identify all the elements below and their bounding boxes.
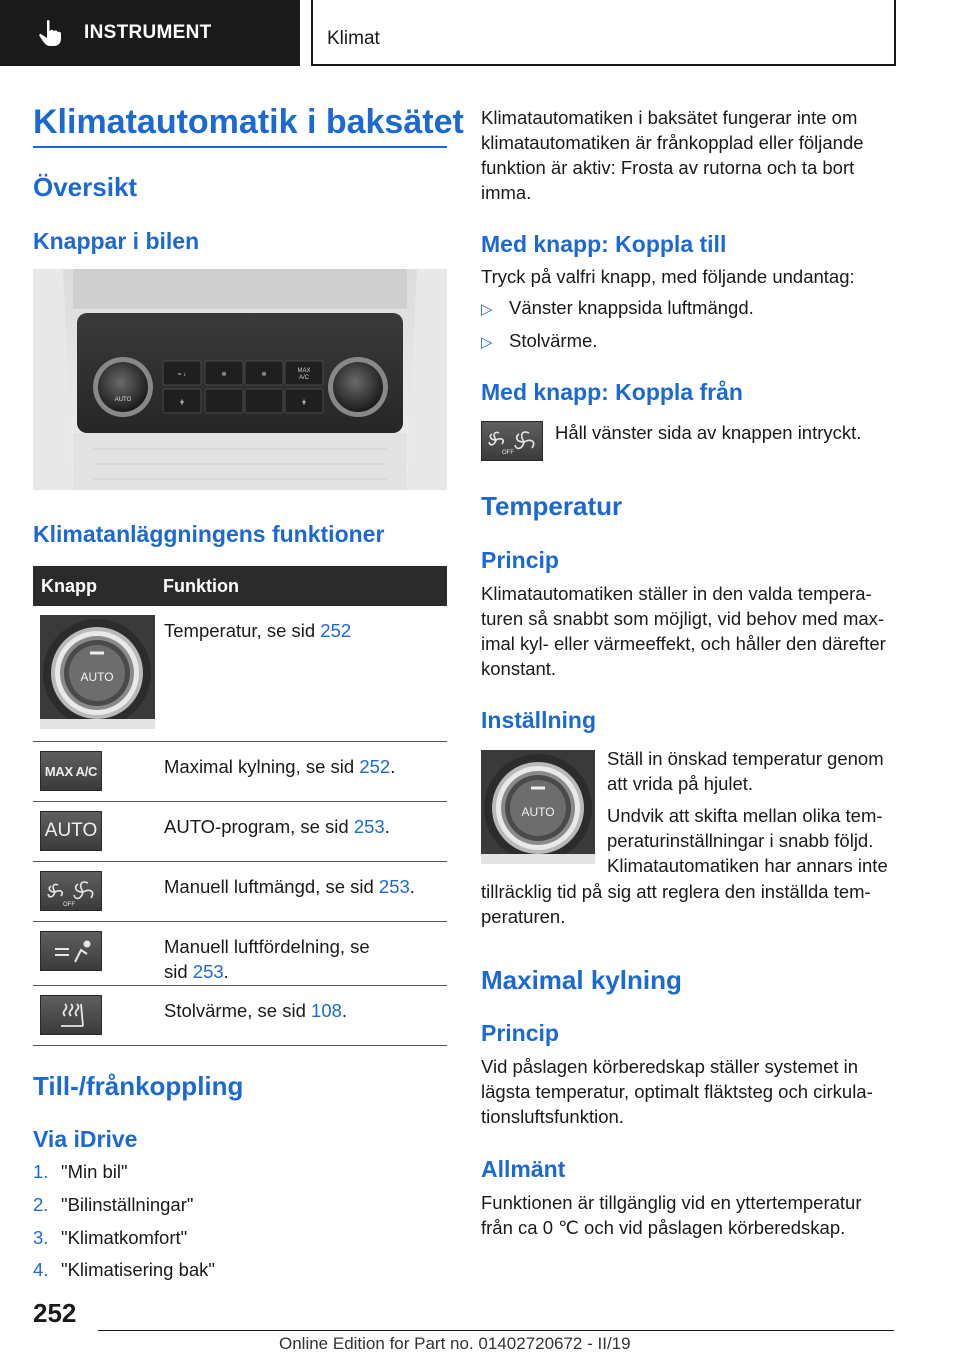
svg-text:AUTO: AUTO bbox=[114, 397, 132, 403]
row-desc: Manuell luftfördelning, se sid 253. bbox=[164, 936, 370, 982]
fan-button-icon bbox=[40, 871, 102, 911]
row-desc: Manuell luftmängd, se sid 253. bbox=[164, 876, 415, 897]
hand-pointer-icon bbox=[38, 19, 62, 47]
principle-paragraph: Klimatautomatiken ställer in den valda tempera- turen så snabbt som möjligt, vid behov med max- imal kyl- eller värmeeffekt, och håller den därefter konstant. bbox=[481, 583, 886, 679]
idrive-heading: Via iDrive bbox=[33, 1126, 138, 1152]
intro-paragraph: Klimatautomatiken i baksätet fungerar inte om klimatautomatiken är frånkopplad eller följande funktion är aktiv: Frosta av rutorna och ta bort imma. bbox=[481, 107, 864, 203]
table-row bbox=[33, 606, 447, 742]
svg-text:OFF: OFF bbox=[63, 902, 75, 908]
seat-heating-button-icon bbox=[40, 995, 102, 1035]
page-title: Klimatautomatik i baksätet bbox=[33, 103, 464, 141]
temperature-knob-icon bbox=[481, 750, 595, 864]
setting-paragraph-b: Undvik att skifta mellan olika tem- peraturinställningar i snabb följd. Klimatautomatiken har annars inte bbox=[607, 805, 888, 876]
setting-paragraph-a: Ställ in önskad temperatur genom att vrida på hjulet. bbox=[607, 748, 884, 794]
row-desc: Stolvärme, se sid 108. bbox=[164, 1000, 348, 1021]
svg-text:A/C: A/C bbox=[298, 375, 310, 381]
svg-text:AUTO: AUTO bbox=[80, 670, 114, 684]
switch-off-heading: Med knapp: Koppla från bbox=[481, 379, 743, 405]
switch-on-heading: Med knapp: Koppla till bbox=[481, 231, 727, 257]
triangle-bullet-icon: ▷ bbox=[481, 334, 493, 351]
page-link[interactable]: 253 bbox=[353, 816, 385, 837]
col-function-header: Funktion bbox=[163, 575, 239, 596]
svg-text:✻: ✻ bbox=[261, 372, 267, 378]
table-row bbox=[33, 742, 447, 802]
triangle-bullet-icon: ▷ bbox=[481, 301, 493, 318]
table-row bbox=[33, 986, 447, 1046]
svg-text:⋕: ⋕ bbox=[301, 400, 307, 406]
general-heading: Allmänt bbox=[481, 1156, 566, 1182]
setting-paragraph-c: tillräcklig tid på sig att reglera den inställda tem- peraturen. bbox=[481, 881, 871, 927]
page-link[interactable]: 252 bbox=[320, 620, 352, 641]
svg-text:= ♪: = ♪ bbox=[177, 372, 187, 378]
buttons-heading: Knappar i bilen bbox=[33, 228, 200, 254]
air-distribution-button-icon bbox=[40, 931, 102, 971]
page-number: 252 bbox=[33, 1298, 77, 1328]
chapter-tab[interactable] bbox=[0, 0, 300, 66]
overview-heading: Översikt bbox=[33, 172, 138, 202]
svg-text:AUTO: AUTO bbox=[521, 805, 555, 819]
general-paragraph: Funktionen är tillgänglig vid en yttertemperatur från ca 0 ℃ och vid påslagen körberedskap. bbox=[481, 1192, 862, 1238]
step-item: 4. "Klimatisering bak" bbox=[33, 1259, 215, 1280]
control-panel-photo bbox=[33, 269, 447, 490]
switch-off-text: Håll vänster sida av knappen intryckt. bbox=[555, 422, 862, 443]
row-desc: Temperatur, se sid 252 bbox=[164, 620, 352, 641]
chapter-tab-label: INSTRUMENT bbox=[84, 22, 212, 43]
svg-text:✻: ✻ bbox=[221, 372, 227, 378]
functions-table bbox=[33, 566, 447, 1046]
temperature-heading: Temperatur bbox=[481, 491, 623, 521]
max-ac-button-icon: MAX A/C bbox=[40, 751, 102, 791]
footer-divider bbox=[98, 1330, 894, 1331]
onoff-heading: Till-/frånkoppling bbox=[33, 1071, 244, 1101]
step-item: 3. "Klimatkomfort" bbox=[33, 1227, 188, 1248]
max-cooling-heading: Maximal kylning bbox=[481, 965, 682, 995]
auto-button-icon: AUTO bbox=[40, 811, 102, 851]
row-desc: Maximal kylning, se sid 252. bbox=[164, 756, 396, 777]
setting-heading: Inställning bbox=[481, 707, 596, 733]
svg-text:⋕: ⋕ bbox=[179, 400, 185, 406]
table-row bbox=[33, 862, 447, 922]
page-link[interactable]: 108 bbox=[311, 1000, 342, 1021]
title-underline bbox=[33, 146, 447, 148]
exception-item: ▷ Vänster knappsida luftmängd. bbox=[481, 297, 754, 318]
page-link[interactable]: 253 bbox=[192, 961, 224, 982]
temperature-knob-icon bbox=[40, 615, 155, 729]
edition-text: Online Edition for Part no. 01402720672 - II/19 bbox=[279, 1334, 631, 1353]
col-button-header: Knapp bbox=[41, 575, 97, 596]
step-item: 1. "Min bil" bbox=[33, 1161, 128, 1182]
page-link[interactable]: 252 bbox=[359, 756, 391, 777]
step-item: 2. "Bilinställningar" bbox=[33, 1194, 194, 1215]
switch-on-text: Tryck på valfri knapp, med följande undantag: bbox=[481, 266, 855, 287]
svg-text:OFF: OFF bbox=[502, 450, 514, 456]
functions-heading: Klimatanläggningens funktioner bbox=[33, 521, 385, 547]
table-row bbox=[33, 922, 447, 986]
table-row bbox=[33, 802, 447, 862]
svg-text:MAX: MAX bbox=[297, 368, 311, 374]
page-link[interactable]: 253 bbox=[378, 876, 410, 897]
exception-item: ▷ Stolvärme. bbox=[481, 330, 598, 351]
section-title: Klimat bbox=[311, 0, 896, 66]
fan-off-button-icon bbox=[481, 421, 543, 461]
principle2-heading: Princip bbox=[481, 1020, 559, 1046]
table-header bbox=[33, 566, 447, 606]
principle-heading: Princip bbox=[481, 547, 559, 573]
row-desc: AUTO-program, se sid 253. bbox=[164, 816, 390, 837]
principle2-paragraph: Vid påslagen körberedskap ställer systemet in lägsta temperatur, optimalt fläktsteg och cirkula- tionsluftsfunktion. bbox=[481, 1056, 873, 1127]
